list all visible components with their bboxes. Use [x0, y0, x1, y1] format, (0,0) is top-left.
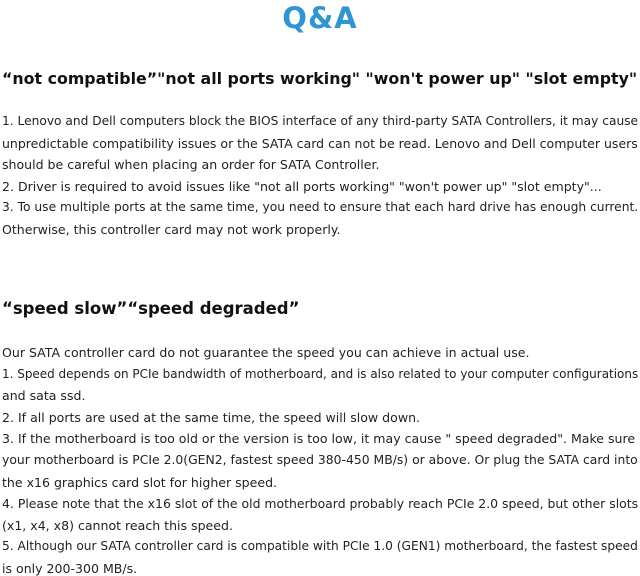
text-line: should be careful when placing an order for SATA Controller.	[2, 157, 380, 173]
text-line: (x1, x4, x8) cannot reach this speed.	[2, 517, 233, 533]
text-line: is only 200-300 MB/s.	[2, 560, 138, 576]
text-line: 2. Driver is required to avoid issues like "not all ports working" "won't power up" "slot empty"...	[2, 178, 602, 194]
text-line: unpredictable compatibility issues or the SATA card can not be read. Lenovo and Dell computer users	[2, 135, 638, 151]
text-line: 1. Speed depends on PCIe bandwidth of motherboard, and is also related to your computer configurations	[2, 366, 639, 381]
text-line: and sata ssd.	[2, 388, 86, 404]
section-body-compatibility	[2, 111, 640, 241]
page-title: Q&A	[282, 1, 358, 35]
text-line: Otherwise, this controller card may not work properly.	[2, 221, 341, 237]
text-line: 3. If the motherboard is too old or the version is too low, it may cause " speed degraded". Make sure	[2, 431, 636, 447]
text-line: 3. To use multiple ports at the same time, you need to ensure that each hard drive has enough current.	[2, 200, 639, 215]
text-line: 4. Please note that the x16 slot of the old motherboard probably reach PCIe 2.0 speed, but other slots	[2, 496, 639, 512]
text-line: Our SATA controller card do not guarantee the speed you can achieve in actual use.	[2, 345, 530, 360]
section-heading-compatibility: “not compatible”"not all ports working" "won't power up" "slot empty"	[2, 69, 638, 88]
text-line: 2. If all ports are used at the same time, the speed will slow down.	[2, 409, 421, 425]
text-line: 1. Lenovo and Dell computers block the BIOS interface of any third-party SATA Controllers, it may cause	[2, 114, 639, 128]
text-line: your motherboard is PCIe 2.0(GEN2, fastest speed 380-450 MB/s) or above. Or plug the SATA card into	[2, 452, 638, 467]
section-body-speed	[2, 342, 640, 576]
text-line: 5. Although our SATA controller card is compatible with PCIe 1.0 (GEN1) motherboard, the fastest speed	[2, 539, 638, 554]
text-line: the x16 graphics card slot for higher speed.	[2, 474, 278, 490]
section-heading-speed: “speed slow”“speed degraded”	[2, 299, 300, 318]
